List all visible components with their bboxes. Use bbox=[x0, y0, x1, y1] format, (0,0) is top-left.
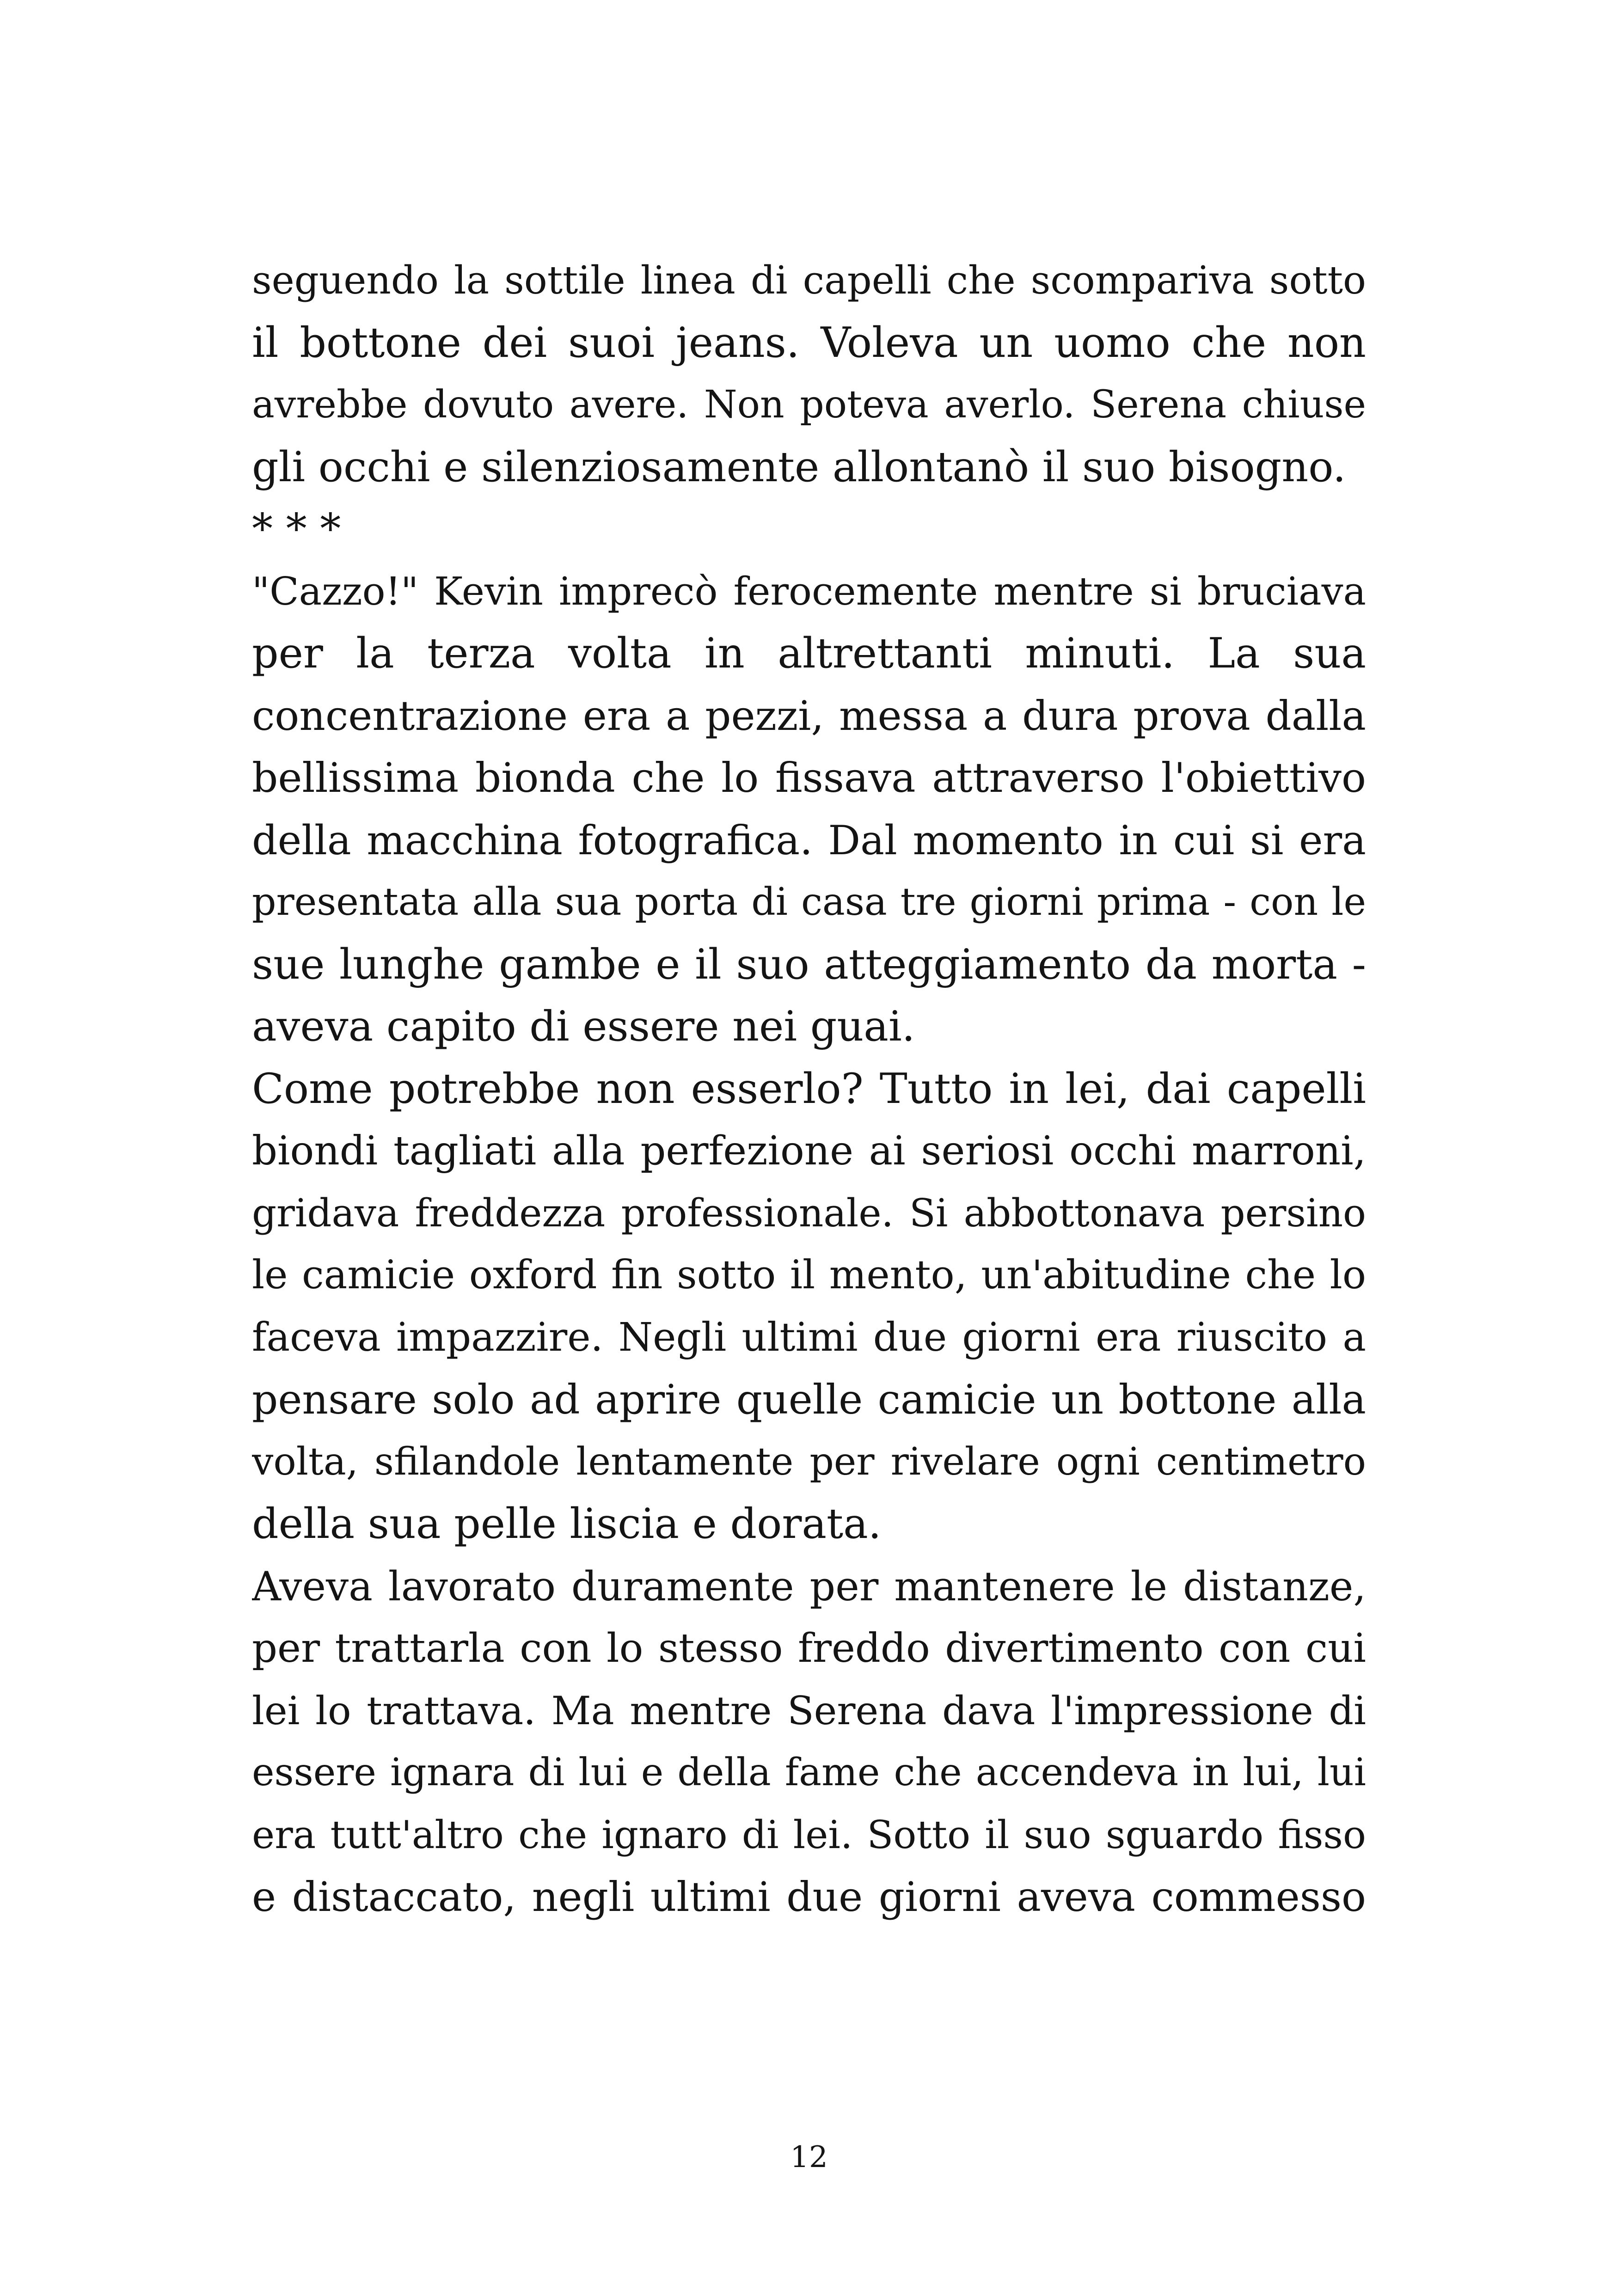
text-line: pensare solo ad aprire quelle camicie un bottone alla bbox=[252, 1376, 1366, 1423]
text-line: faceva impazzire. Negli ultimi due giorni era riuscito a bbox=[252, 1314, 1366, 1360]
text-line: Come potrebbe non esserlo? Tutto in lei, dai capelli bbox=[252, 1064, 1366, 1113]
text-line: bellissima bionda che lo fissava attraverso l'obiettivo bbox=[252, 754, 1366, 802]
text-line: volta, sfilandole lentamente per rivelare ogni centimetro bbox=[252, 1439, 1366, 1484]
text-line: il bottone dei suoi jeans. Voleva un uomo che non bbox=[252, 318, 1366, 367]
text-line: "Cazzo!" Kevin imprecò ferocemente mentre si bruciava bbox=[252, 569, 1366, 614]
text-line: e distaccato, negli ultimi due giorni aveva commesso bbox=[252, 1873, 1366, 1921]
text-line: essere ignara di lui e della fame che accendeva in lui, lui bbox=[252, 1751, 1366, 1794]
text-line: * * * bbox=[252, 505, 341, 553]
text-line: gridava freddezza professionale. Si abbottonava persino bbox=[252, 1190, 1366, 1236]
text-line: Aveva lavorato duramente per mantenere le distanze, bbox=[252, 1562, 1366, 1610]
text-line: avrebbe dovuto avere. Non poteva averlo. Serena chiuse bbox=[252, 383, 1366, 427]
text-line: della macchina fotografica. Dal momento in cui si era bbox=[252, 816, 1366, 864]
text-line: presentata alla sua porta di casa tre giorni prima - con le bbox=[252, 880, 1366, 924]
body-text bbox=[252, 250, 1366, 1929]
text-line: seguendo la sottile linea di capelli che scompariva sotto bbox=[252, 258, 1366, 303]
page-number: 12 bbox=[790, 2140, 828, 2174]
text-line: le camicie oxford fin sotto il mento, un'abitudine che lo bbox=[252, 1252, 1366, 1298]
text-line: lei lo trattava. Ma mentre Serena dava l'impressione di bbox=[252, 1688, 1366, 1733]
text-line: della sua pelle liscia e dorata. bbox=[252, 1500, 882, 1548]
text-line: per trattarla con lo stesso freddo divertimento con cui bbox=[252, 1625, 1366, 1671]
text-line: per la terza volta in altrettanti minuti. La sua bbox=[252, 629, 1366, 678]
text-line: era tutt'altro che ignaro di lei. Sotto il suo sguardo fisso bbox=[252, 1812, 1366, 1857]
text-line: concentrazione era a pezzi, messa a dura prova dalla bbox=[252, 692, 1366, 740]
text-line: aveva capito di essere nei guai. bbox=[252, 1002, 915, 1051]
text-line: biondi tagliati alla perfezione ai seriosi occhi marroni, bbox=[252, 1128, 1366, 1174]
text-line: sue lunghe gambe e il suo atteggiamento da morta - bbox=[252, 940, 1366, 989]
text-line: gli occhi e silenziosamente allontanò il suo bisogno. bbox=[252, 442, 1346, 491]
